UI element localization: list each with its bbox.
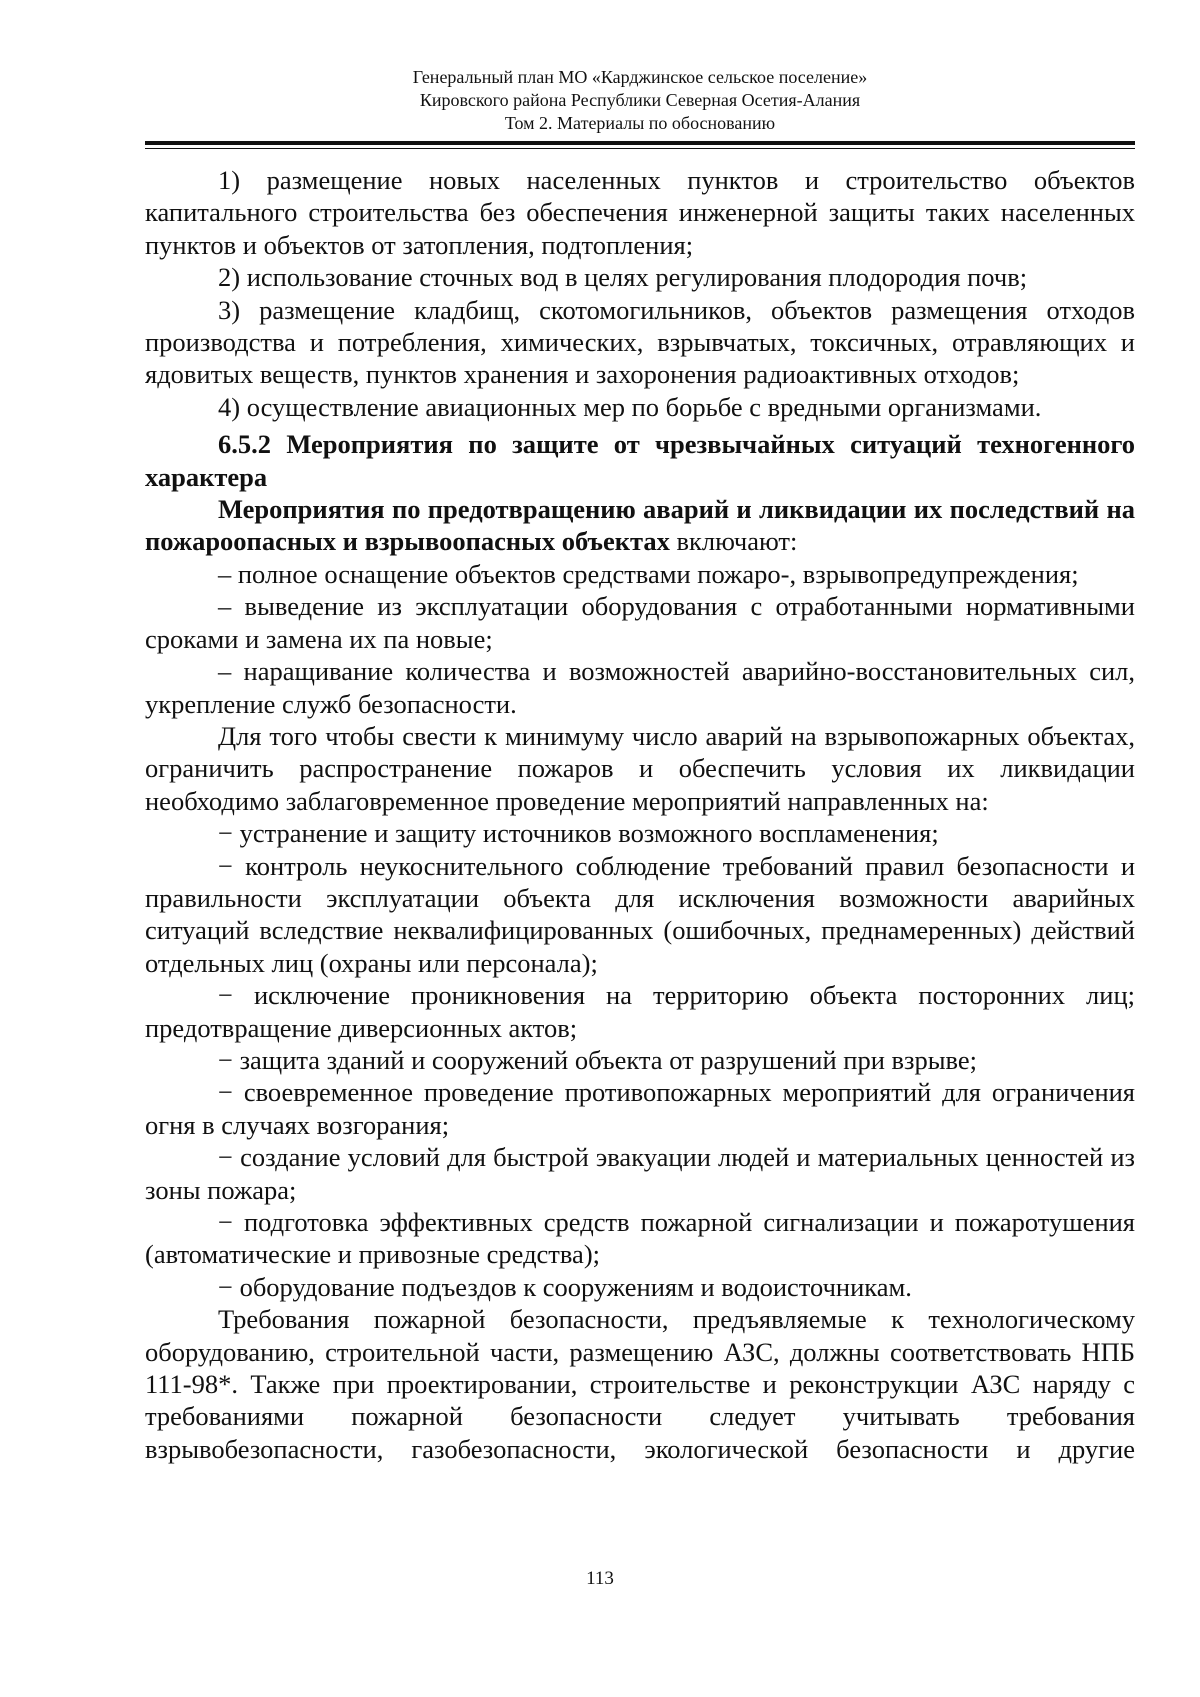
page-header (145, 66, 1135, 135)
page-body (145, 164, 1135, 1465)
sub-heading (145, 493, 1135, 558)
bullet-item: – полное оснащение объектов средствами пожаро-, взрывопредупреждения; (218, 558, 1079, 589)
list-item-2: 2) использование сточных вод в целях регулирования плодородия почв; (218, 262, 1028, 293)
sub-heading-bold: Мероприятия по предотвращению аварий и ликвидации их последствий на пожароопасных и взрывоопасных объектах (145, 494, 1135, 557)
body-paragraph: Для того чтобы свести к минимуму число аварий на взрывопожарных объектах, ограничить распространение пожаров и обеспечить условия их ликвидации необходимо заблаговременное проведение мероприятий направленных на: (145, 720, 1135, 816)
body-paragraph: Требования пожарной безопасности, предъявляемые к технологическому оборудованию, строительной части, размещению АЗС, должны соответствовать НПБ 111-98*. Также при проектировании, строительстве и реконструкции АЗС наряду с требованиями пожарной безопасности следует учитывать требования взрывобезопасности, газобезопасности, экологической безопасности и другие (145, 1304, 1135, 1464)
header-line-1: Генеральный план МО «Карджинское сельское поселение» (412, 67, 868, 87)
header-rule-thick (145, 141, 1135, 145)
header-line-3: Том 2. Материалы по обоснованию (504, 113, 776, 133)
list-item-3: 3) размещение кладбищ, скотомогильников, объектов размещения отходов производства и потребления, химических, взрывчатых, токсичных, отравляющих и ядовитых веществ, пунктов хранения и захоронения радиоактивных отходов; (145, 294, 1135, 390)
section-heading: 6.5.2 Мероприятия по защите от чрезвычайных ситуаций техногенного характера (145, 429, 1135, 492)
page-number: 113 (586, 1568, 614, 1589)
bullet-item: − устранение и защиту источников возможного воспламенения; (218, 818, 939, 849)
bullet-item: − создание условий для быстрой эвакуации людей и материальных ценностей из зоны пожара; (145, 1142, 1135, 1205)
bullet-item: − своевременное проведение противопожарных мероприятий для ограничения огня в случаях возгорания; (145, 1077, 1135, 1140)
bullet-item: − подготовка эффективных средств пожарной сигнализации и пожаротушения (автоматические и привозные средства); (145, 1207, 1135, 1270)
bullet-item: − защита зданий и сооружений объекта от разрушений при взрыве; (218, 1044, 978, 1075)
sub-heading-tail: включают: (669, 526, 798, 557)
list-item-4: 4) осуществление авиационных мер по борьбе с вредными организмами. (218, 391, 1042, 422)
list-item-1: 1) размещение новых населенных пунктов и строительство объектов капитального строительства без обеспечения инженерной защиты таких населенных пунктов и объектов от затопления, подтопления; (145, 165, 1135, 260)
bullet-item: − оборудование подъездов к сооружениям и водоисточникам. (218, 1271, 912, 1302)
header-line-2: Кировского района Республики Северная Осетия-Алания (419, 90, 861, 110)
bullet-item: − контроль неукоснительного соблюдение требований правил безопасности и правильности эксплуатации объекта для исключения возможности аварийных ситуаций вследствие неквалифицированных (ошибочных, преднамеренных) действий отдельных лиц (охраны или персонала); (145, 850, 1135, 978)
bullet-item: – выведение из эксплуатации оборудования с отработанными нормативными сроками и замена их па новые; (145, 591, 1135, 654)
header-rule-thin (145, 148, 1135, 149)
bullet-item: − исключение проникновения на территорию объекта посторонних лиц; предотвращение диверсионных актов; (145, 980, 1135, 1043)
bullet-item: – наращивание количества и возможностей аварийно-восстановительных сил, укрепление служб безопасности. (145, 656, 1135, 719)
